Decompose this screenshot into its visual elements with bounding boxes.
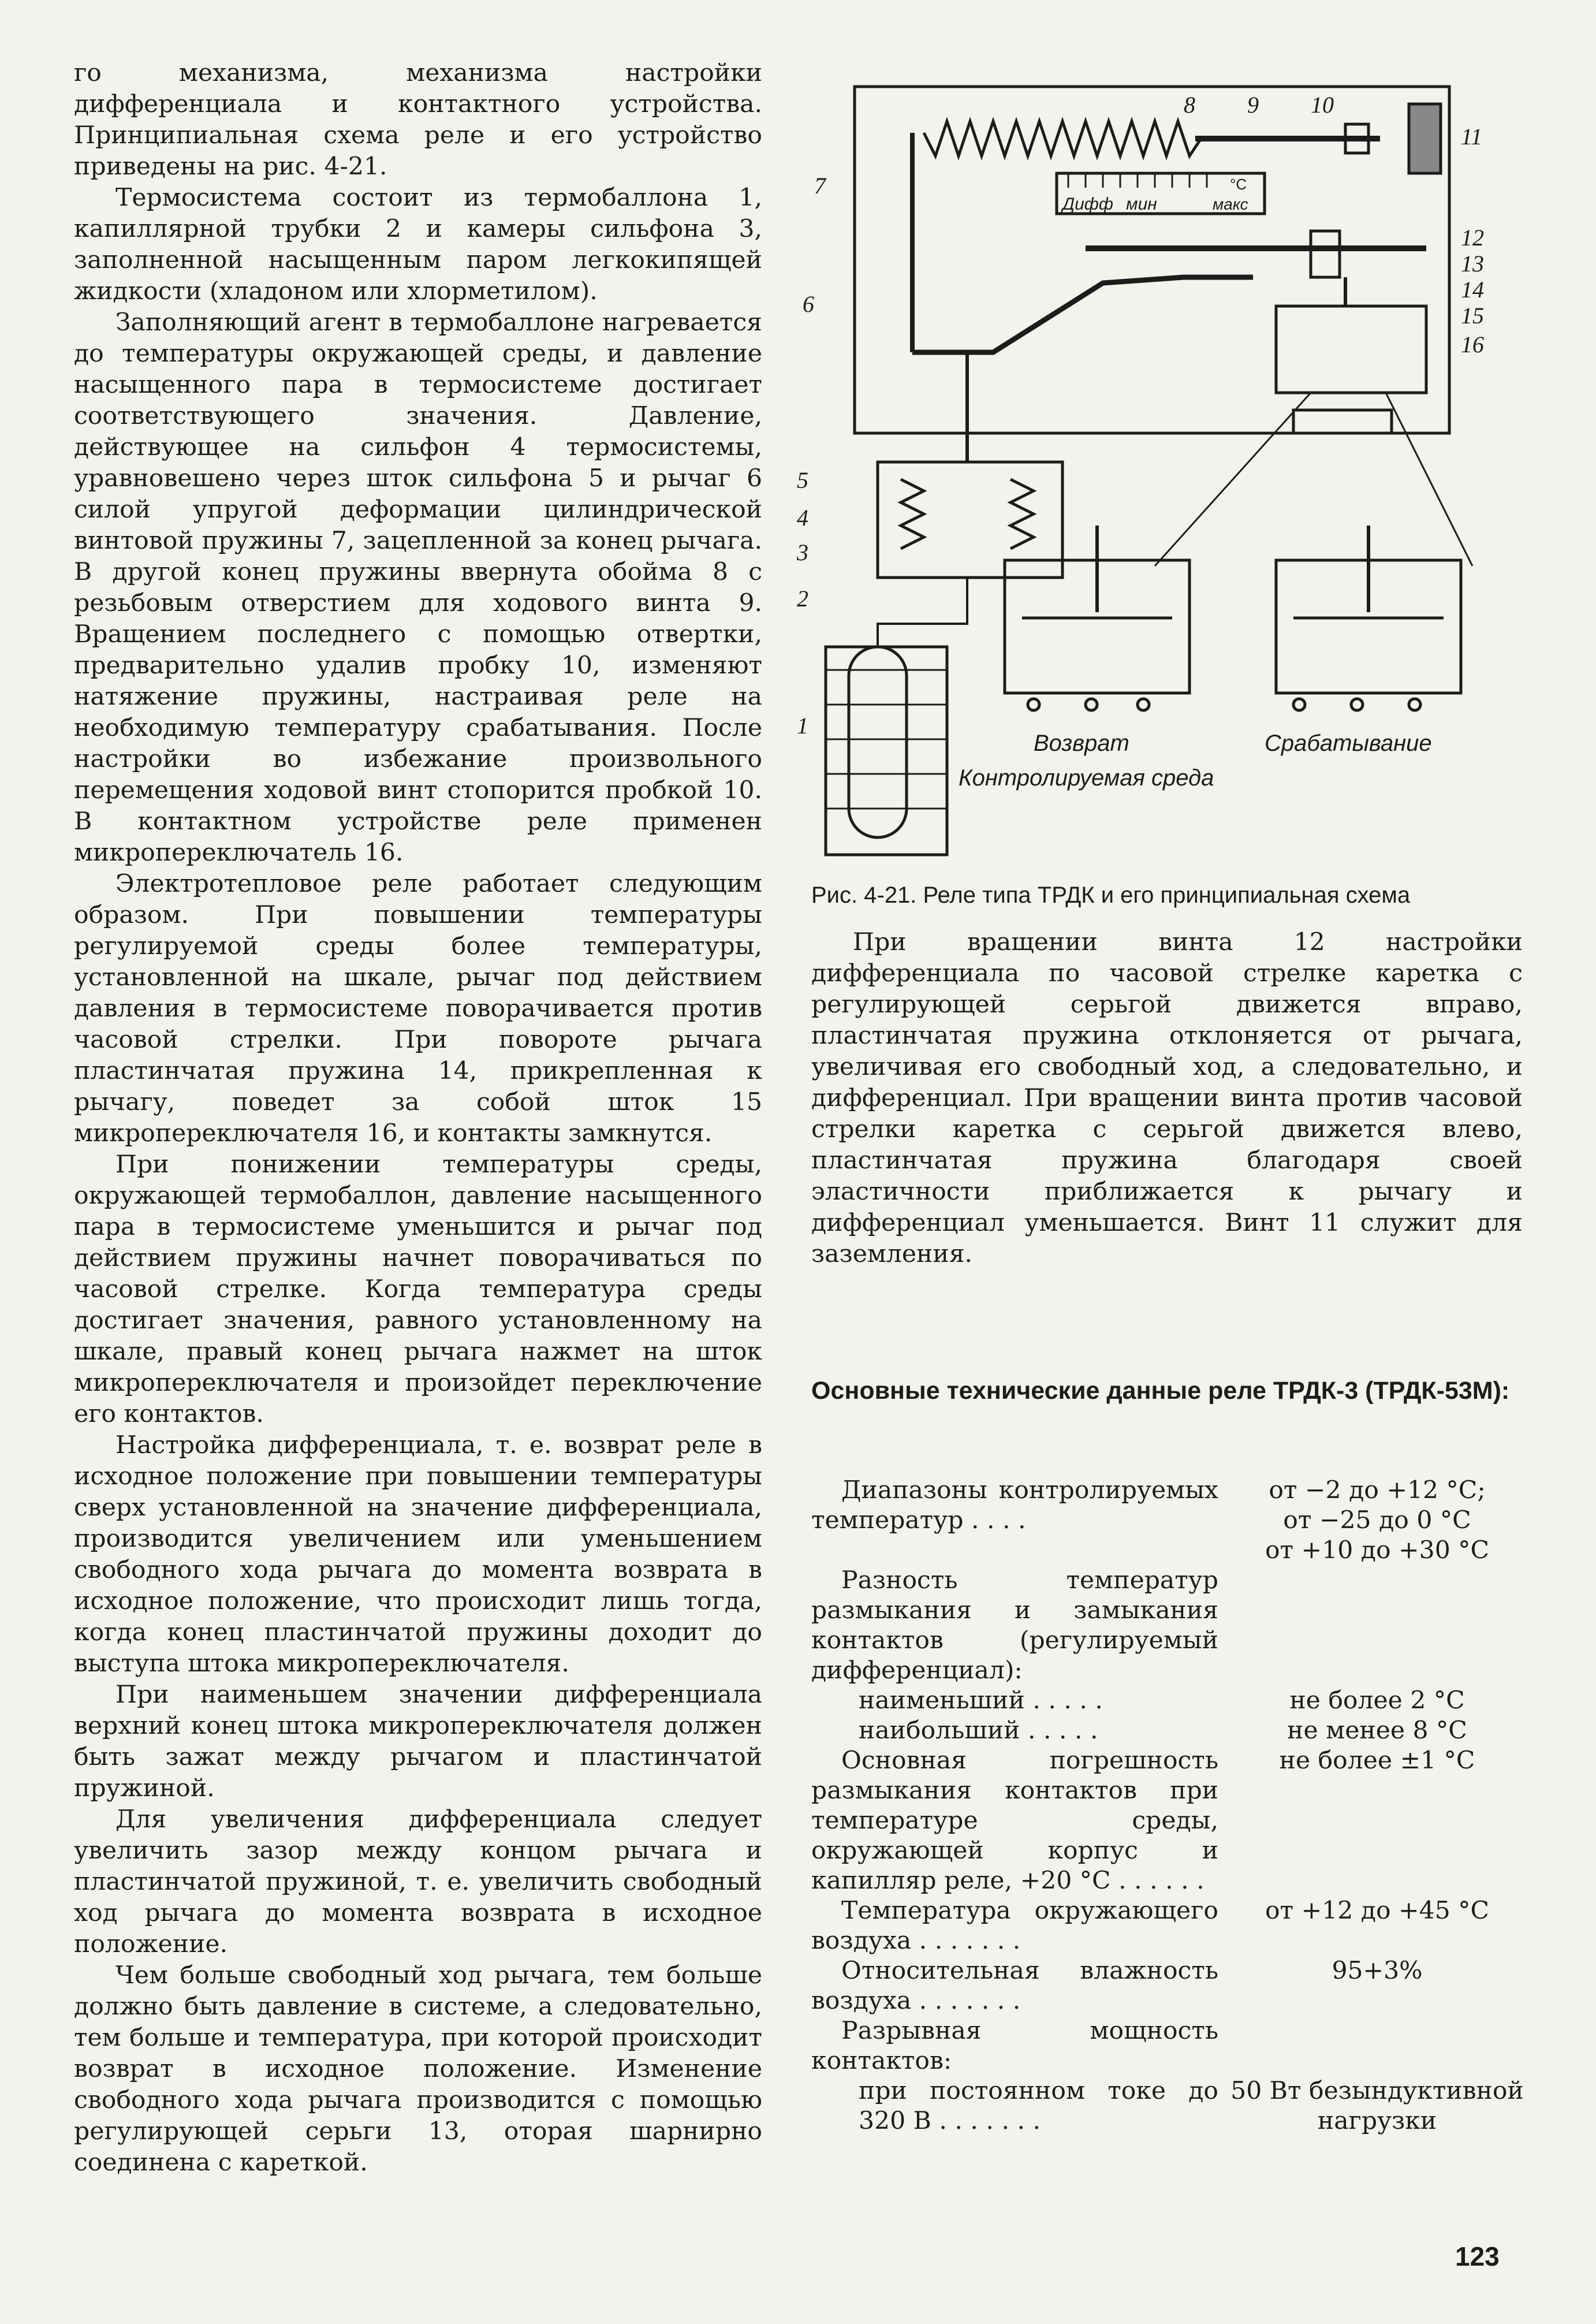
paragraph: Для увеличения дифференциала следует увеличить зазор между концом рычага и пластинчатой пружиной, т. е. увеличить свободный ход рычага до момента возврата в исходное положение. [74,1805,762,1958]
spec-value [1227,1896,1527,1956]
callout-4: 4 [797,505,808,531]
paragraph: При вращении винта 12 настройки дифференциала по часовой стрелке каретка с регулирующей серьгой движется вправо, пластинчатая пружина отклоняется от рычага, увеличивая его свободный ход, а следовательно, и дифференциал. При вращении винта против часовой стрелки каретка с серьгой движется влево, пластинчатая пружина благодаря своей эластичности приближается к рычагу и дифференциал уменьшается. Винт 11 служит для заземления. [811,928,1523,1268]
paragraph: го механизма, механизма настройки дифференциала и контактного устройства. Принципиальная схема реле и его устройство приведены на рис. 4-21. [74,59,762,181]
microswitch-16 [1276,306,1426,393]
spec-value [1227,1476,1527,1566]
paragraph: При понижении температуры среды, окружающей термобаллон, давление насыщенного пара в термосистеме уменьшится и рычаг под действием пружины начнет поворачиваться по часовой стрелке. Когда температура среды достигает значения, равного установленному на шкале, правый конец рычага нажмет на шток микропереключателя и произойдет переключение его контактов. [74,1150,762,1428]
spec-value-line: 95+3% [1332,1957,1423,1985]
callout-6: 6 [803,291,814,317]
spec-row [811,2076,1527,2136]
spec-label: Относительная влажность воздуха . . . . . . . [811,1957,1218,2015]
left-column-text [74,58,762,2178]
medium-hatching [826,670,947,809]
callout-5: 5 [797,467,808,493]
spec-value [1227,2016,1527,2076]
paragraph: Настройка дифференциала, т. е. возврат реле в исходное положение при повышении температуры сверх установленной на значение дифференциала, производится увеличением или уменьшением свободного хода рычага до момента возврата в исходное положение, что происходит лишь тогда, когда конец пластинчатой пружины доходит до выступа штока микропереключателя. [74,1431,762,1678]
figure-caption: Рис. 4-21. Реле типа ТРДК и его принципиальная схема [811,882,1411,908]
callout-1: 1 [797,713,808,739]
right-column-text [811,927,1523,1270]
label-return: Возврат [1034,731,1129,756]
spec-row [811,1566,1527,1686]
spec-value [1227,1746,1527,1896]
relay-schematic-figure [791,69,1542,878]
screw-11 [1409,104,1441,173]
spec-value [1227,1956,1527,2016]
paragraph: При наименьшем значении дифференциала верхний конец штока микропереключателя должен быть зажат между рычагом и пластинчатой пружиной. [74,1681,762,1802]
scale-label-max: макс [1213,195,1248,213]
spec-label: Разность температур размыкания и замыкания контактов (регулируемый дифференциал): [811,1566,1218,1685]
callout-11: 11 [1461,124,1483,150]
spec-label: наименьший . . . . . [859,1686,1103,1715]
spec-value-line: 50 Вт безындуктивной нагрузки [1230,2077,1524,2135]
callout-3: 3 [797,539,808,565]
scale-label-diff: Дифф [1062,195,1113,214]
paragraph: Заполняющий агент в термобаллоне нагревается до температуры окружающей среды, и давление насыщенного пара в термосистеме достигает соответствующего значения. Давление, действующее на сильфон 4 термосистемы, уравновешено через шток сильфона 5 и рычаг 6 силой упругой деформации цилиндрической винтовой пружины 7, зацепленной за конец рычага. В другой конец пружины ввернута обойма 8 с резьбовым отверстием для ходового винта 9. Вращением последнего с помощью отвертки, предварительно удалив пробку 10, изменяют натяжение пружины, настраивая реле на необходимую температуру срабатывания. После настройки во избежание произвольного перемещения ходовой винт стопорится пробкой 10. В контактном устройстве реле применен микропереключатель 16. [74,308,762,867]
spec-value-line: от +12 до +45 °С [1265,1897,1490,1925]
page-number: 123 [1455,2241,1500,2271]
spec-row [811,2016,1527,2076]
spec-value [1227,1686,1527,1716]
spec-value [1227,1566,1527,1686]
arrow-to-return [1155,393,1311,566]
callout-16: 16 [1461,332,1484,357]
callout-13: 13 [1461,251,1484,277]
bellows-4-right [1010,479,1034,549]
paragraph: Чем больше свободный ход рычага, тем больше должно быть давление в системе, а следовательно, тем больше и температура, при которой происходит возврат в исходное положение. Изменение свободного хода рычага производится с помощью регулирующей серьги 13, оторая шарнирно соединена с кареткой. [74,1961,762,2177]
callout-2: 2 [797,586,808,612]
spec-row [811,1956,1527,2016]
spec-row [811,1716,1527,1746]
specs-heading: Основные технические данные реле ТРДК-3 (ТРДК-53М): [811,1377,1510,1405]
spec-label: при постоянном токе до 320 В . . . . . . . [859,2077,1218,2135]
paragraph: Электротепловое реле работает следующим образом. При повышении температуры регулируемой среды более температуры, установленной на шкале, рычаг под действием давления в термосистеме поворачивается против часовой стрелки. При повороте рычага пластинчатая пружина 14, прикрепленная к рычагу, поведет за собой шток 15 микропереключателя 16, и контакты замкнутся. [74,870,762,1148]
scale-ticks [1068,173,1207,188]
terminals [1293,410,1392,433]
spec-value-line: не более 2 °С [1289,1686,1465,1715]
spec-row [811,1686,1527,1716]
spec-value [1227,1716,1527,1746]
carriage [1311,231,1340,277]
capillary-2 [878,578,967,647]
spec-label: Диапазоны контролируемых температур . . . . [811,1476,1218,1535]
spec-value-line: от −2 до +12 °С; [1269,1476,1486,1504]
spec-label: Основная погрешность размыкания контактов при температуре среды, окружающей корпус и капилляр реле, +20 °С . . . . . . [811,1746,1218,1895]
spec-value-line: от −25 до 0 °С [1283,1506,1471,1535]
spec-label: Температура окружающего воздуха . . . . . . . [811,1897,1218,1955]
spec-row [811,1746,1527,1896]
terminal-circles [1028,699,1420,710]
spec-row [811,1476,1527,1566]
lever-arm [912,277,1253,352]
spec-label: Разрывная мощность контактов: [811,2017,1218,2075]
spec-label: наибольший . . . . . [859,1716,1098,1745]
spec-value [1227,2076,1527,2136]
label-controlled-medium: Контролируемая среда [959,765,1214,791]
callout-7: 7 [814,173,826,199]
spec-row [811,1896,1527,1956]
callout-15: 15 [1461,303,1484,329]
callout-10: 10 [1311,92,1334,118]
bellows-4-left [901,479,924,549]
spec-value-line: от +10 до +30 °С [1265,1536,1490,1565]
callout-14: 14 [1461,277,1484,303]
arrow-to-trip [1386,393,1472,566]
scale-label-min: мин [1126,195,1157,214]
spec-value-line: не менее 8 °С [1287,1716,1467,1745]
spec-value-line: не более ±1 °С [1279,1746,1475,1775]
label-trip: Срабатывание [1265,731,1432,756]
controlled-medium-vessel [826,647,947,855]
scale-unit: °С [1230,176,1247,193]
specs-table [811,1476,1527,2136]
callout-9: 9 [1247,92,1259,118]
paragraph: Термосистема состоит из термобаллона 1, капиллярной трубки 2 и камеры сильфона 3, заполненной насыщенным паром легкокипящей жидкости (хладоном или хлорметилом). [74,184,762,306]
relay-schematic-drawing [791,69,1542,878]
spring-7 [924,121,1201,156]
callout-8: 8 [1184,92,1195,118]
callout-12: 12 [1461,225,1484,251]
